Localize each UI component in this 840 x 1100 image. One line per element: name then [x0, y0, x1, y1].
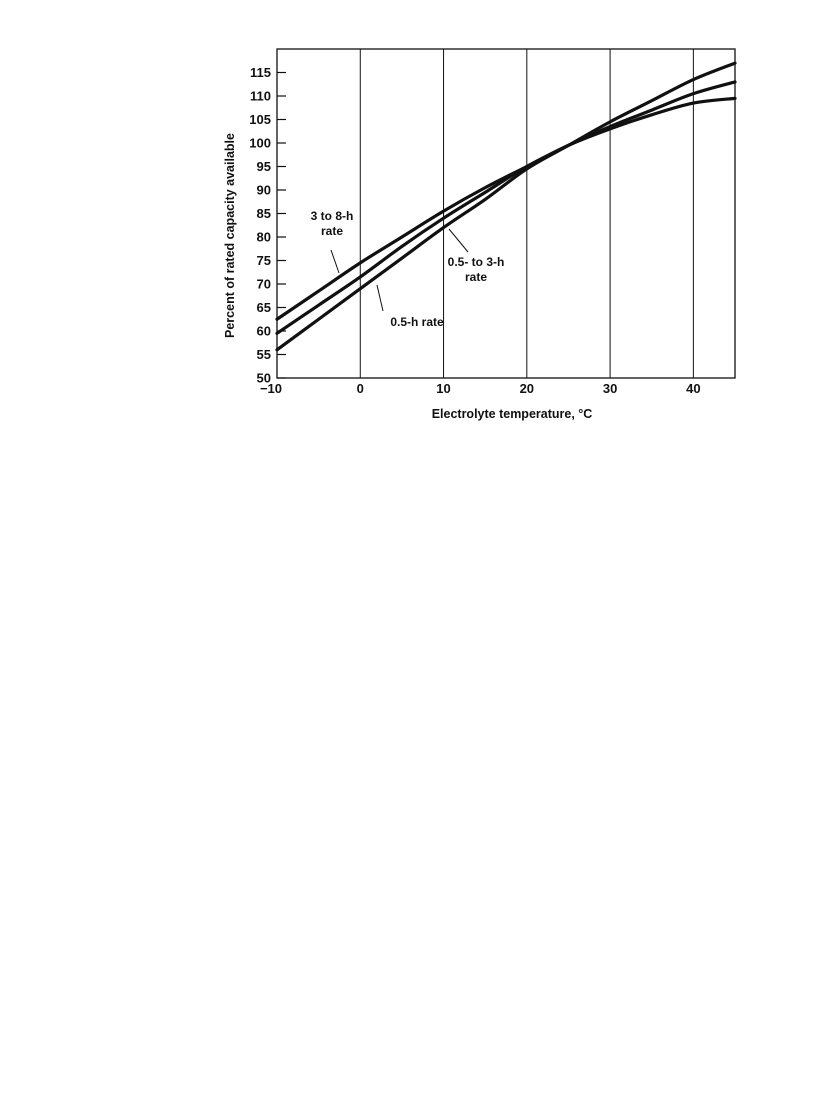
x-axis-title: Electrolyte temperature, °C [431, 407, 593, 421]
x-tick-label: 0 [356, 381, 364, 396]
y-tick-label: 65 [256, 300, 271, 315]
y-axis-title: Percent of rated capacity available [223, 133, 237, 338]
line-chart [0, 0, 840, 440]
series-line-0-5-to-3h-rate [277, 82, 735, 333]
x-tick-label: 40 [686, 381, 701, 396]
axis-ticks [249, 65, 700, 396]
y-tick-label: 85 [256, 206, 271, 221]
annotation-3-to-8h-rate: 3 to 8-h rate [310, 209, 354, 238]
y-tick-label: 75 [256, 253, 271, 268]
x-tick-label: 20 [519, 381, 535, 396]
x-tick-label: −10 [259, 381, 283, 396]
series-line-0-5h-rate [277, 63, 735, 350]
y-tick-label: 80 [256, 229, 271, 245]
y-tick-label: 55 [256, 347, 271, 362]
y-tick-label: 95 [256, 159, 271, 174]
y-tick-label: 100 [249, 135, 271, 151]
y-tick-label: 90 [256, 182, 271, 198]
annotation-0-5-to-3h-rate: 0.5- to 3-h rate [447, 255, 505, 284]
x-tick-label: 30 [602, 381, 618, 396]
y-tick-label: 60 [256, 323, 271, 339]
annotation-leader-line [377, 285, 383, 311]
chart-figure [0, 0, 840, 440]
y-tick-label: 110 [250, 88, 271, 104]
annotation-leader-line [449, 229, 468, 252]
y-tick-label: 70 [256, 276, 271, 292]
curve-annotations [311, 209, 505, 329]
y-tick-label: 50 [256, 370, 271, 386]
annotation-0-5h-rate: 0.5-h rate [390, 315, 444, 329]
y-tick-label: 105 [249, 112, 271, 127]
series-layer [277, 63, 735, 350]
annotation-leader-line [331, 250, 339, 273]
y-tick-label: 115 [250, 65, 271, 80]
x-tick-label: 10 [436, 381, 451, 396]
